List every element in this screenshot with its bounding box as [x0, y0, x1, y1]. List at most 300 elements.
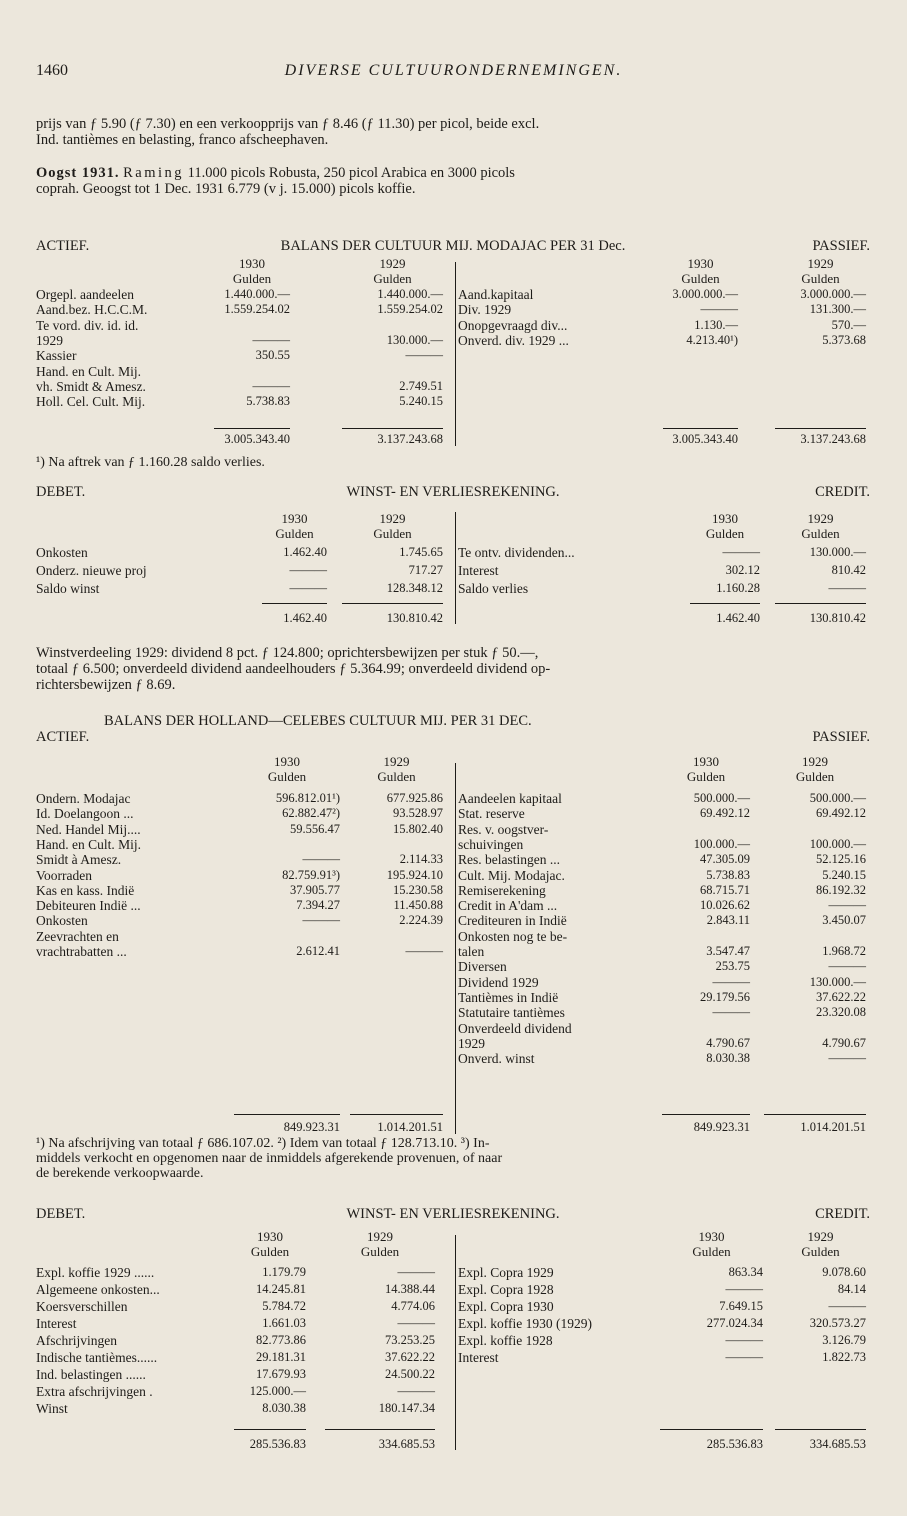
row-value-1929: ———	[397, 1265, 435, 1279]
caption-right: CREDIT.	[815, 1206, 870, 1222]
row-value-1929: 1.968.72	[822, 944, 866, 958]
header-unit: Gulden	[275, 526, 314, 541]
row-value-1930: 302.12	[725, 563, 760, 577]
row-value-1929: 131.300.—	[809, 302, 866, 317]
row-value-1930: 100.000.—	[693, 836, 750, 851]
row-label: Onkosten nog te be-	[458, 928, 568, 944]
row-value-1929: ———	[828, 1051, 866, 1066]
row-label: Afschrijvingen	[36, 1333, 117, 1348]
table-caption	[36, 484, 870, 501]
running-title: DIVERSE CULTUURONDERNEMINGEN.	[284, 62, 623, 79]
row-value-1930: 1.130.—	[694, 317, 738, 332]
row-label: Onkosten	[36, 913, 88, 929]
total-left-1929: 1.014.201.51	[377, 1120, 443, 1134]
row-value-1929: 15.230.58	[393, 882, 443, 897]
table-row	[0, 913, 907, 928]
row-value-1930: 29.179.56	[700, 989, 750, 1004]
caption-right: CREDIT.	[815, 484, 870, 500]
row-label: Credit in A'dam ...	[458, 898, 558, 914]
total-right-1929: 1.014.201.51	[800, 1120, 866, 1134]
row-label: Debiteuren Indië ...	[36, 898, 141, 914]
winstverdeeling-paragraph: Winstverdeeling 1929: dividend 8 pct. ƒ 124.800; oprichtersbewijzen per stuk ƒ 50.—, totaal ƒ 6.500; onverdeeld dividend aandeelhouders ƒ 5.364.99; onverdeeld dividend op- richtersbewijzen ƒ 8.69.	[36, 645, 551, 693]
row-value-1930: 69.492.12	[700, 806, 750, 821]
header-year: 1929	[807, 256, 834, 271]
header-unit: Gulden	[232, 271, 272, 286]
page-header	[36, 62, 871, 86]
total-left-1929: 130.810.42	[386, 611, 443, 625]
row-value-1930: 47.305.09	[700, 852, 750, 867]
row-value-1930: ———	[289, 563, 327, 577]
row-value-1929: 128.348.12	[386, 581, 443, 595]
row-value-1929: 2.749.51	[399, 378, 443, 393]
row-value-1930: 7.394.27	[296, 898, 340, 913]
row-value-1929: ———	[828, 898, 866, 913]
row-value-1930: 863.34	[728, 1265, 763, 1279]
table-row	[0, 898, 907, 913]
row-label: Smidt à Amesz.	[36, 852, 122, 868]
header-year: 1929	[379, 511, 406, 526]
total-rule	[342, 428, 443, 429]
row-value-1929: 5.240.15	[399, 394, 443, 409]
row-label: Onverd. winst	[458, 1051, 535, 1067]
header-year: 1930	[712, 511, 738, 526]
header-year: 1930	[274, 754, 300, 769]
table-total-row	[0, 1120, 907, 1135]
row-value-1930: 62.882.47²)	[282, 806, 340, 821]
total-rule	[662, 1114, 750, 1115]
header-year: 1930	[698, 1229, 725, 1244]
row-value-1930: 7.649.15	[719, 1299, 763, 1313]
caption-right: PASSIEF.	[812, 729, 870, 745]
row-label: Holl. Cel. Cult. Mij.	[36, 394, 146, 410]
harvest-raming: Raming	[123, 165, 185, 181]
table-row	[0, 883, 907, 898]
row-label: Extra afschrijvingen .	[36, 1384, 153, 1399]
row-value-1930: 4.213.40¹)	[686, 332, 738, 347]
table-row	[0, 1265, 907, 1280]
row-value-1929: ———	[405, 348, 443, 363]
row-label: Onverdeeld dividend	[458, 1020, 572, 1036]
row-value-1929: ———	[405, 944, 443, 958]
row-label: Algemeene onkosten...	[36, 1282, 160, 1297]
total-right-1929: 334.685.53	[809, 1437, 866, 1451]
table-row	[0, 394, 907, 409]
row-value-1930: ———	[725, 1333, 763, 1347]
row-value-1929: 180.147.34	[378, 1401, 435, 1415]
row-value-1930: 14.245.81	[256, 1282, 306, 1296]
row-value-1930: 37.905.77	[290, 882, 340, 897]
table-row	[0, 975, 907, 990]
caption-right: PASSIEF.	[812, 238, 870, 254]
row-label: 1929	[458, 1035, 485, 1051]
row-label: Cult. Mij. Modajac.	[458, 867, 565, 883]
row-value-1929: 2.224.39	[399, 913, 443, 928]
total-rule	[234, 1429, 306, 1430]
row-label: Winst	[36, 1401, 68, 1416]
row-value-1929: 69.492.12	[816, 806, 866, 821]
table-row	[0, 1384, 907, 1399]
header-year: 1929	[807, 511, 834, 526]
row-value-1930: 3.547.47	[706, 944, 750, 958]
row-label: Indische tantièmes......	[36, 1350, 158, 1365]
header-unit: Gulden	[801, 271, 840, 286]
total-rule	[660, 1429, 763, 1430]
table-row	[0, 806, 907, 821]
table-caption	[36, 1206, 870, 1223]
row-value-1930: 125.000.—	[249, 1384, 306, 1398]
total-right-1930: 285.536.83	[706, 1437, 763, 1451]
header-unit: Gulden	[373, 526, 412, 541]
table-row	[0, 287, 907, 302]
header-unit: Gulden	[267, 769, 307, 784]
row-label: Kas en kass. Indië	[36, 882, 135, 898]
row-label: vh. Smidt & Amesz.	[36, 378, 146, 394]
header-year: 1929	[807, 1229, 834, 1244]
row-value-1930: ———	[252, 332, 290, 347]
row-value-1929: 93.528.97	[393, 806, 443, 821]
table-row	[0, 990, 907, 1005]
total-rule	[764, 1114, 866, 1115]
row-label: Tantièmes in Indië	[458, 989, 559, 1005]
row-label: Expl. koffie 1929 ......	[36, 1265, 155, 1280]
row-label: Ned. Handel Mij....	[36, 821, 141, 837]
total-right-1929: 3.137.243.68	[800, 432, 866, 446]
row-value-1930: 1.179.79	[262, 1265, 306, 1279]
row-value-1930: 10.026.62	[700, 898, 750, 913]
row-value-1930: 8.030.38	[262, 1401, 306, 1415]
row-label: Res. v. oogstver-	[458, 821, 549, 837]
row-value-1930: 1.440.000.—	[224, 287, 290, 301]
row-label: Diversen	[458, 959, 507, 975]
row-label: schuivingen	[458, 836, 524, 852]
row-value-1929: 5.240.15	[822, 867, 866, 882]
row-value-1929: 195.924.10	[386, 867, 443, 882]
row-label: Expl. Copra 1929	[458, 1265, 554, 1280]
row-value-1930: 4.790.67	[706, 1035, 750, 1050]
row-label: Ind. belastingen ......	[36, 1367, 146, 1382]
header-unit: Gulden	[360, 1244, 400, 1259]
table-row	[0, 1051, 907, 1066]
total-rule	[214, 428, 290, 429]
row-label: talen	[458, 944, 485, 959]
row-label: Te vord. div. id. id.	[36, 317, 139, 333]
row-value-1929: 9.078.60	[822, 1265, 866, 1279]
table-row	[0, 379, 907, 394]
row-label: Stat. reserve	[458, 806, 525, 822]
row-label: Aand.bez. H.C.C.M.	[36, 302, 148, 318]
row-value-1930: 17.679.93	[256, 1367, 306, 1381]
row-value-1929: 4.774.06	[391, 1299, 435, 1313]
caption-left: ACTIEF.	[36, 238, 90, 254]
table-row	[0, 1299, 907, 1314]
table-row	[0, 302, 907, 317]
row-value-1930: 5.738.83	[246, 394, 290, 409]
total-rule	[234, 1114, 340, 1115]
row-value-1929: ———	[828, 1299, 866, 1313]
table-row	[0, 545, 907, 560]
row-value-1929: 130.000.—	[809, 974, 866, 989]
row-value-1930: ———	[252, 378, 290, 393]
row-value-1930: ———	[712, 974, 750, 989]
row-label: Hand. en Cult. Mij.	[36, 836, 141, 852]
header-unit: Gulden	[801, 526, 840, 541]
footnote-2: ¹) Na afschrijving van totaal ƒ 686.107.02. ²) Idem van totaal ƒ 128.713.10. ³) In- middels verkocht en opgenomen naar de inmiddels afgerekende provenuen, of naar de berekende verkoopwaarde.	[36, 1136, 503, 1181]
row-value-1929: 1.559.254.02	[377, 302, 443, 317]
table-row	[0, 822, 907, 837]
table-row	[0, 1316, 907, 1331]
column-header	[0, 511, 907, 543]
table-row	[0, 1021, 907, 1036]
header-year: 1930	[693, 754, 719, 769]
table-row	[0, 563, 907, 578]
table-row	[0, 1350, 907, 1365]
row-value-1929: 100.000.—	[809, 836, 866, 851]
total-right-1930: 3.005.343.40	[672, 432, 738, 446]
row-label: Statutaire tantièmes	[458, 1005, 565, 1021]
harvest-heading: Oogst 1931.	[36, 165, 120, 181]
harvest-paragraph: Oogst 1931. Raming 11.000 picols Robusta, 250 picol Arabica en 3000 picols coprah. Geoogst tot 1 Dec. 1931 6.779 (v j. 15.000) picols koffie.	[36, 165, 515, 197]
row-value-1929: 52.125.16	[816, 852, 866, 867]
table-row	[0, 791, 907, 806]
total-left-1930: 1.462.40	[283, 611, 327, 625]
row-label: Voorraden	[36, 867, 92, 883]
header-year: 1929	[367, 1229, 393, 1244]
row-value-1929: 24.500.22	[385, 1367, 435, 1381]
table-row	[0, 1401, 907, 1416]
row-value-1929: 15.802.40	[393, 821, 443, 836]
total-left-1930: 849.923.31	[283, 1120, 340, 1134]
row-value-1930: 350.55	[255, 348, 290, 363]
row-label: vrachtrabatten ...	[36, 944, 127, 959]
row-label: Onopgevraagd div...	[458, 317, 568, 333]
header-unit: Gulden	[377, 769, 416, 784]
row-label: Res. belastingen ...	[458, 852, 560, 868]
header-year: 1929	[379, 256, 406, 271]
row-label: Expl. koffie 1930 (1929)	[458, 1316, 592, 1331]
row-value-1930: 1.160.28	[716, 581, 760, 595]
row-value-1929: 86.192.32	[816, 882, 866, 897]
row-value-1930: 253.75	[715, 959, 750, 974]
header-year: 1930	[239, 256, 265, 271]
row-value-1930: 500.000.—	[693, 791, 750, 805]
row-label: Div. 1929	[458, 302, 512, 318]
row-value-1930: ———	[722, 545, 760, 559]
row-label: Ondern. Modajac	[36, 791, 131, 806]
row-value-1930: 5.738.83	[706, 867, 750, 882]
header-year: 1930	[281, 511, 308, 526]
table-row	[0, 1367, 907, 1382]
total-rule	[325, 1429, 435, 1430]
column-header	[0, 256, 907, 288]
row-value-1930: 8.030.38	[706, 1051, 750, 1066]
table-row	[0, 333, 907, 348]
caption-left: DEBET.	[36, 1206, 86, 1222]
header-unit: Gulden	[705, 526, 745, 541]
row-label: Koersverschillen	[36, 1299, 128, 1314]
row-label: Orgepl. aandeelen	[36, 287, 134, 302]
row-value-1929: 570.—	[831, 317, 866, 332]
row-value-1929: 84.14	[837, 1282, 866, 1296]
row-label: Te ontv. dividenden...	[458, 545, 575, 560]
row-value-1929: 320.573.27	[809, 1316, 866, 1330]
row-value-1930: 5.784.72	[262, 1299, 306, 1313]
table-caption	[36, 713, 870, 747]
row-value-1930: ———	[712, 1005, 750, 1020]
row-value-1929: ———	[397, 1384, 435, 1398]
header-unit: Gulden	[692, 1244, 731, 1259]
row-label: Hand. en Cult. Mij.	[36, 363, 141, 379]
row-label: Aand.kapitaal	[458, 287, 534, 302]
row-value-1930: ———	[289, 581, 327, 595]
row-label: Aandeelen kapitaal	[458, 791, 562, 806]
total-rule	[690, 603, 760, 604]
row-value-1929: 23.320.08	[816, 1005, 866, 1020]
row-label: Dividend 1929	[458, 974, 539, 990]
row-value-1929: 4.790.67	[822, 1035, 866, 1050]
total-rule	[350, 1114, 443, 1115]
caption-left: DEBET.	[36, 484, 86, 500]
row-value-1929: 2.114.33	[399, 852, 443, 867]
row-label: Interest	[458, 563, 499, 578]
caption-left: ACTIEF.	[36, 729, 90, 745]
row-value-1929: 1.822.73	[822, 1350, 866, 1364]
row-value-1930: 596.812.01¹)	[275, 791, 340, 805]
row-value-1929: 73.253.25	[385, 1333, 435, 1347]
header-unit: Gulden	[686, 769, 726, 784]
row-label: Onkosten	[36, 545, 88, 560]
row-label: Interest	[36, 1316, 77, 1331]
table-total-row	[0, 432, 907, 447]
total-left-1930: 3.005.343.40	[224, 432, 290, 446]
total-rule	[775, 428, 866, 429]
row-label: Zeevrachten en	[36, 928, 119, 944]
row-label: Onderz. nieuwe proj	[36, 563, 147, 578]
row-value-1929: 37.622.22	[385, 1350, 435, 1364]
row-value-1929: 14.388.44	[385, 1282, 435, 1296]
header-unit: Gulden	[801, 1244, 840, 1259]
total-left-1930: 285.536.83	[249, 1437, 306, 1451]
row-label: Onverd. div. 1929 ...	[458, 332, 569, 348]
row-value-1929: 130.000.—	[809, 545, 866, 559]
row-value-1929: 3.450.07	[822, 913, 866, 928]
table-row	[0, 929, 907, 944]
header-year: 1929	[802, 754, 828, 769]
header-unit: Gulden	[373, 271, 412, 286]
row-label: Expl. koffie 1928	[458, 1333, 553, 1348]
total-right-1929: 130.810.42	[809, 611, 866, 625]
caption-center: WINST- EN VERLIESREKENING.	[346, 1206, 560, 1222]
table-row	[0, 837, 907, 852]
intro-paragraph: prijs van ƒ 5.90 (ƒ 7.30) en een verkoopprijs van ƒ 8.46 (ƒ 11.30) per picol, beide excl. Ind. tantièmes en belasting, franco afscheephaven.	[36, 116, 540, 148]
table-row	[0, 959, 907, 974]
row-value-1929: 3.126.79	[822, 1333, 866, 1347]
header-unit: Gulden	[250, 1244, 290, 1259]
header-year: 1929	[383, 754, 410, 769]
row-label: Crediteuren in Indië	[458, 913, 567, 929]
caption-center: BALANS DER CULTUUR MIJ. MODAJAC PER 31 Dec.	[280, 238, 626, 254]
row-value-1929: ———	[397, 1316, 435, 1330]
row-value-1929: 717.27	[408, 563, 443, 577]
table-row	[0, 1282, 907, 1297]
row-value-1929: 1.440.000.—	[377, 287, 443, 301]
row-value-1930: ———	[700, 302, 738, 317]
table-row	[0, 852, 907, 867]
header-year: 1930	[687, 256, 714, 271]
header-unit: Gulden	[795, 769, 835, 784]
header-unit: Gulden	[681, 271, 720, 286]
row-value-1929: 37.622.22	[816, 989, 866, 1004]
table-row	[0, 1333, 907, 1348]
total-rule	[262, 603, 327, 604]
row-value-1930: ———	[302, 852, 340, 867]
table-row	[0, 868, 907, 883]
table-caption	[36, 238, 870, 255]
row-value-1930: 1.559.254.02	[224, 302, 290, 317]
row-value-1930: 277.024.34	[706, 1316, 763, 1330]
row-label: Expl. Copra 1928	[458, 1282, 554, 1297]
row-value-1930: ———	[302, 913, 340, 928]
row-value-1929: 130.000.—	[386, 332, 443, 347]
table-row	[0, 364, 907, 379]
table-total-row	[0, 611, 907, 626]
total-right-1930: 1.462.40	[716, 611, 760, 625]
total-left-1929: 334.685.53	[378, 1437, 435, 1451]
column-header	[0, 754, 907, 786]
row-value-1930: ———	[725, 1282, 763, 1296]
row-label: Saldo verlies	[458, 581, 529, 596]
row-value-1930: 68.715.71	[700, 882, 750, 897]
page-number: 1460	[36, 62, 68, 79]
table-total-row	[0, 1437, 907, 1452]
row-value-1930: 1.661.03	[262, 1316, 306, 1330]
row-value-1930: 82.773.86	[256, 1333, 306, 1347]
total-rule	[775, 1429, 866, 1430]
row-value-1930: 82.759.91³)	[282, 867, 340, 882]
table-row	[0, 1036, 907, 1051]
row-value-1929: 11.450.88	[393, 898, 443, 913]
row-label: 1929	[36, 332, 63, 348]
row-value-1930: 3.000.000.—	[672, 287, 738, 301]
row-value-1930: 29.181.31	[256, 1350, 306, 1364]
row-value-1929: 677.925.86	[386, 791, 443, 805]
caption-center: WINST- EN VERLIESREKENING.	[346, 484, 560, 500]
row-value-1929: ———	[828, 581, 866, 595]
row-label: Kassier	[36, 348, 77, 364]
total-rule	[775, 603, 866, 604]
row-value-1929: 500.000.—	[809, 791, 866, 805]
total-rule	[342, 603, 443, 604]
caption-center: BALANS DER HOLLAND—CELEBES CULTUUR MIJ. PER 31 DEC.	[104, 713, 532, 729]
total-left-1929: 3.137.243.68	[377, 432, 443, 446]
row-value-1930: 2.843.11	[706, 913, 750, 928]
row-label: Expl. Copra 1930	[458, 1299, 554, 1314]
header-year: 1930	[257, 1229, 283, 1244]
total-right-1930: 849.923.31	[693, 1120, 750, 1134]
row-value-1929: 810.42	[831, 563, 866, 577]
table-row	[0, 318, 907, 333]
table-row	[0, 581, 907, 596]
table-row	[0, 944, 907, 959]
row-value-1929: ———	[828, 959, 866, 974]
table-row	[0, 348, 907, 363]
row-label: Id. Doelangoon ...	[36, 806, 134, 822]
row-label: Interest	[458, 1350, 499, 1365]
footnote-1: ¹) Na aftrek van ƒ 1.160.28 saldo verlies.	[36, 455, 265, 470]
row-value-1930: 59.556.47	[290, 821, 340, 836]
row-label: Saldo winst	[36, 581, 100, 596]
table-row	[0, 1005, 907, 1020]
total-rule	[663, 428, 738, 429]
